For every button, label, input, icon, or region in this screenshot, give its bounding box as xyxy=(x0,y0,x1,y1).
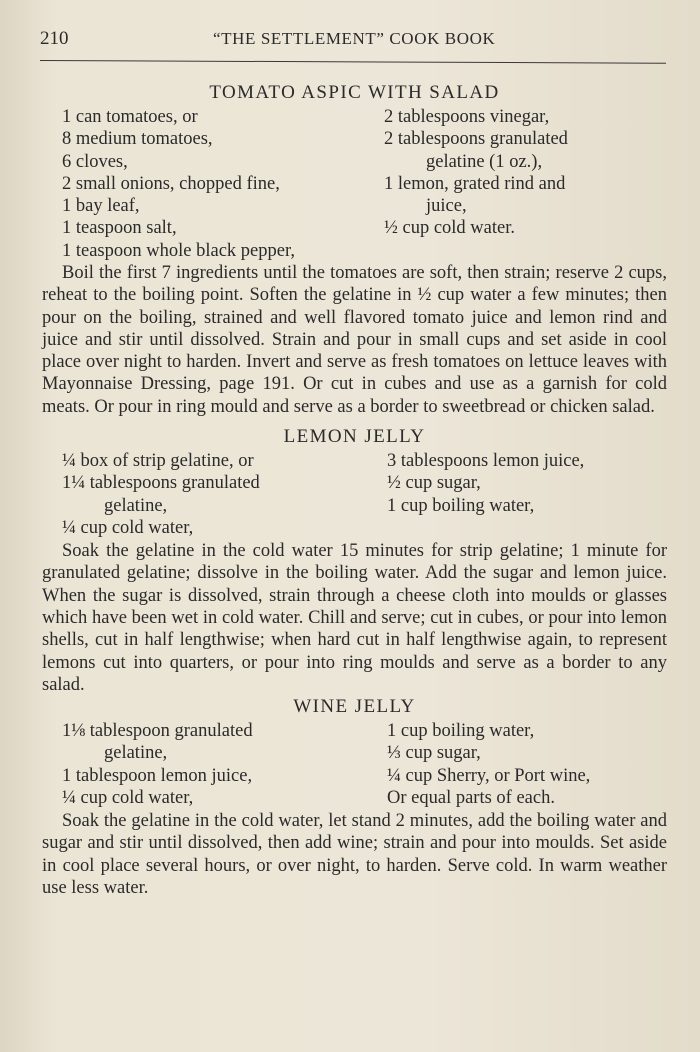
ingredient: 3 tablespoons lemon juice, xyxy=(387,451,585,472)
ingredient: gelatine, xyxy=(104,743,168,764)
ingredient: ⅓ cup sugar, xyxy=(387,743,481,764)
recipe-wine-jelly xyxy=(42,694,667,899)
ingredient: 2 tablespoons vinegar, xyxy=(384,107,550,127)
recipe-title: WINE JELLY xyxy=(293,696,416,718)
ingredient: 1 cup boiling water, xyxy=(387,721,535,742)
ingredient-list xyxy=(42,106,667,262)
recipe-lemon-jelly xyxy=(42,424,667,696)
ingredient: 1 bay leaf, xyxy=(62,196,140,217)
page-number: 210 xyxy=(40,28,69,49)
ingredient: 1¼ tablespoons granulated xyxy=(62,473,260,494)
page-header xyxy=(40,28,670,54)
ingredient: gelatine (1 oz.), xyxy=(426,151,543,172)
ingredient: 1 cup boiling water, xyxy=(387,495,535,516)
ingredient: 6 cloves, xyxy=(62,151,128,172)
ingredient: 1 teaspoon salt, xyxy=(62,218,177,239)
ingredient: juice, xyxy=(426,196,467,217)
ingredient-column-left xyxy=(62,106,295,262)
recipe-method: Soak the gelatine in the cold water 15 minutes for strip gelatine; 1 minute for granulated gelatine; dissolve in the boiling water. Add the sugar and lemon juice. When the sugar is dissolved, strain through a cheese cloth into moulds or glasses which have been wet in cold water. Chill and serve; cut in cubes, or pour into lemon shells, cut in half lengthwise; when hard cut in half lengthwise again, to represent lemons cut into quarters, or pour into ring moulds and serve as a border to any salad. xyxy=(42,541,667,695)
ingredient: ½ cup sugar, xyxy=(387,473,481,494)
recipe-tomato-aspic xyxy=(42,80,667,418)
ingredient-column-right xyxy=(387,450,584,517)
ingredient: 1 lemon, grated rind and xyxy=(384,173,566,194)
ingredient: ½ cup cold water. xyxy=(384,218,515,239)
ingredient-column-right xyxy=(387,720,590,809)
page-content xyxy=(42,80,667,899)
ingredient: 8 medium tomatoes, xyxy=(62,129,213,150)
recipe-method: Soak the gelatine in the cold water, let stand 2 minutes, add the boiling water and sugar and stir until dissolved, then add wine; strain and pour into moulds. Set aside in cool place several hours, or over night, to harden. Serve cold. In warm weather use less water. xyxy=(42,811,667,899)
ingredient: ¼ cup cold water, xyxy=(62,517,194,538)
recipe-title: TOMATO ASPIC WITH SALAD xyxy=(209,82,500,103)
ingredient: ¼ cup cold water, xyxy=(62,788,194,809)
ingredient: 2 tablespoons granulated xyxy=(384,129,568,150)
ingredient: 1 teaspoon whole black pepper, xyxy=(62,240,296,261)
ingredient: 1⅛ tablespoon granulated xyxy=(62,721,253,742)
ingredient-column-left xyxy=(62,450,260,539)
ingredient: 1 tablespoon lemon juice, xyxy=(62,765,253,786)
recipe-method: Boil the first 7 ingredients until the tomatoes are soft, then strain; reserve 2 cups, reheat to the boiling point. Soften the gelatine in ½ cup water a few minutes; then pour on the boiling, strained and well flavored tomato juice and lemon rind and juice and stir until dissolved. Strain and pour in small cups and set aside in cool place over night to harden. Invert and serve as fresh tomatoes on lettuce leaves with Mayonnaise Dressing, page 191. Or cut in cubes and use as a garnish for cold meats. Or pour in ring mould and serve as a border to sweetbread or chicken salad. xyxy=(42,263,667,417)
ingredient: gelatine, xyxy=(104,495,168,516)
ingredient-list xyxy=(42,450,667,540)
running-title: “THE SETTLEMENT” COOK BOOK xyxy=(213,29,496,48)
header-rule xyxy=(40,60,666,64)
ingredient-column-right xyxy=(384,106,568,240)
recipe-title: LEMON JELLY xyxy=(283,426,426,448)
ingredient: ¼ cup Sherry, or Port wine, xyxy=(387,765,591,786)
ingredient: 1 can tomatoes, or xyxy=(62,107,198,127)
ingredient-list xyxy=(42,720,667,810)
ingredient-column-left xyxy=(62,720,253,809)
ingredient: Or equal parts of each. xyxy=(387,788,555,809)
ingredient: ¼ box of strip gelatine, or xyxy=(62,451,254,472)
ingredient: 2 small onions, chopped fine, xyxy=(62,173,280,194)
